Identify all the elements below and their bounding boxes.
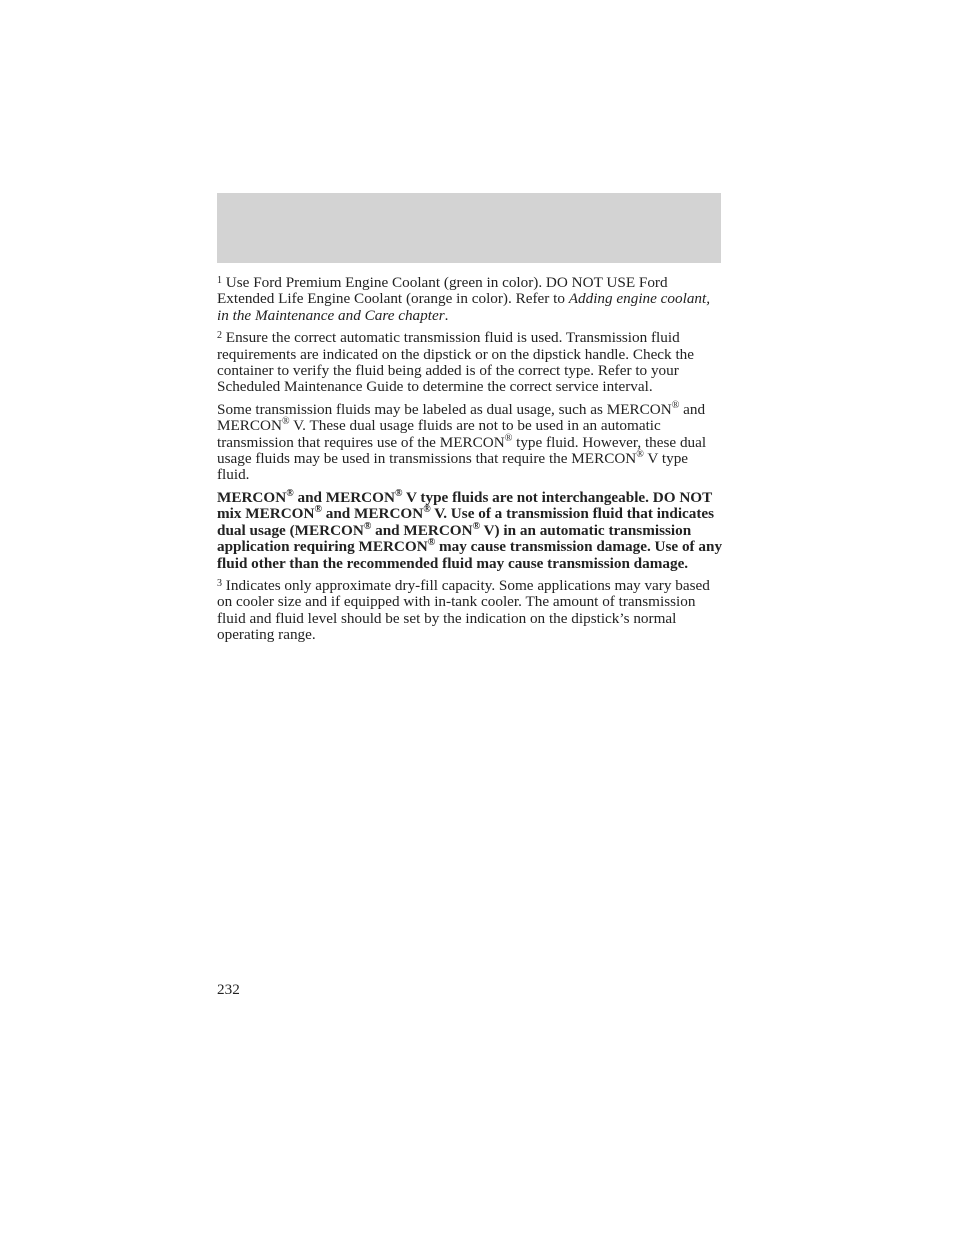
page-number: 232 [217, 981, 240, 998]
text-run: and MERCON [321, 505, 424, 523]
footnote-text: Use Ford Premium Engine Coolant (green in color). DO NOT USE Ford Extended Life Engine Coolant (orange in color). Refer to [217, 274, 668, 308]
registered-mark: ® [671, 399, 680, 411]
footnote-text: Indicates only approximate dry-fill capacity. Some applications may vary based on cooler size and if equipped with in-tank cooler. The amount of transmission fluid and fluid level should be set by the indication on the dipstick’s normal operating range. [217, 576, 710, 644]
footnote-marker: 1 [217, 275, 222, 286]
registered-mark: ® [281, 416, 290, 428]
page-content [217, 275, 723, 650]
footnote-3 [217, 578, 723, 644]
registered-mark: ® [423, 504, 431, 516]
text-run: Some transmission fluids may be labeled as dual usage, such as MERCON [217, 400, 672, 418]
registered-mark: ® [636, 449, 644, 460]
text-run: and MERCON [293, 488, 395, 506]
footnote-text: Ensure the correct automatic transmission fluid is used. Transmission fluid requirements are indicated on the dipstick or on the dipstick handle. Check the container to verify the fluid being added is of the correct type. Refer to your Scheduled Maintenance Guide to determine the correct service interval. [217, 329, 694, 396]
footnote-end: . [444, 306, 449, 324]
chapter-reference: Adding engine coolant, in the Maintenance and Care chapter [217, 290, 711, 324]
footnote-marker: 3 [217, 577, 222, 589]
chapter-header-band [217, 193, 721, 263]
text-run: MERCON [217, 488, 287, 506]
dual-usage-paragraph [217, 399, 723, 484]
registered-mark: ® [363, 520, 372, 532]
text-run: V type fluids are not interchangeable. DO NOT mix MERCON [217, 488, 712, 523]
text-run: V. These dual usage fluids are not to be used in an automatic transmission that requires use of the MERCON [217, 417, 661, 451]
registered-mark: ® [427, 537, 436, 549]
text-run: and MERCON [371, 521, 473, 539]
text-run: V) in an automatic transmission application requiring MERCON [217, 521, 692, 556]
text-run: V. Use of a transmission fluid that indicates dual usage (MERCON [217, 505, 715, 539]
registered-mark: ® [314, 504, 322, 516]
registered-mark: ® [472, 520, 481, 532]
registered-mark: ® [504, 432, 513, 444]
footnote-marker: 2 [217, 330, 222, 342]
text-run: V type fluid. [217, 450, 689, 484]
warning-paragraph [217, 487, 723, 572]
registered-mark: ® [394, 487, 403, 499]
footnote-1 [217, 275, 723, 324]
text-run: type fluid. However, these dual usage fluids may be used in transmissions that require the MERCON [217, 433, 707, 468]
text-run: and MERCON [217, 400, 706, 435]
registered-mark: ® [286, 487, 294, 499]
text-run: may cause transmission damage. Use of any fluid other than the recommended fluid may cause transmission damage. [217, 538, 723, 572]
footnote-2 [217, 330, 723, 396]
